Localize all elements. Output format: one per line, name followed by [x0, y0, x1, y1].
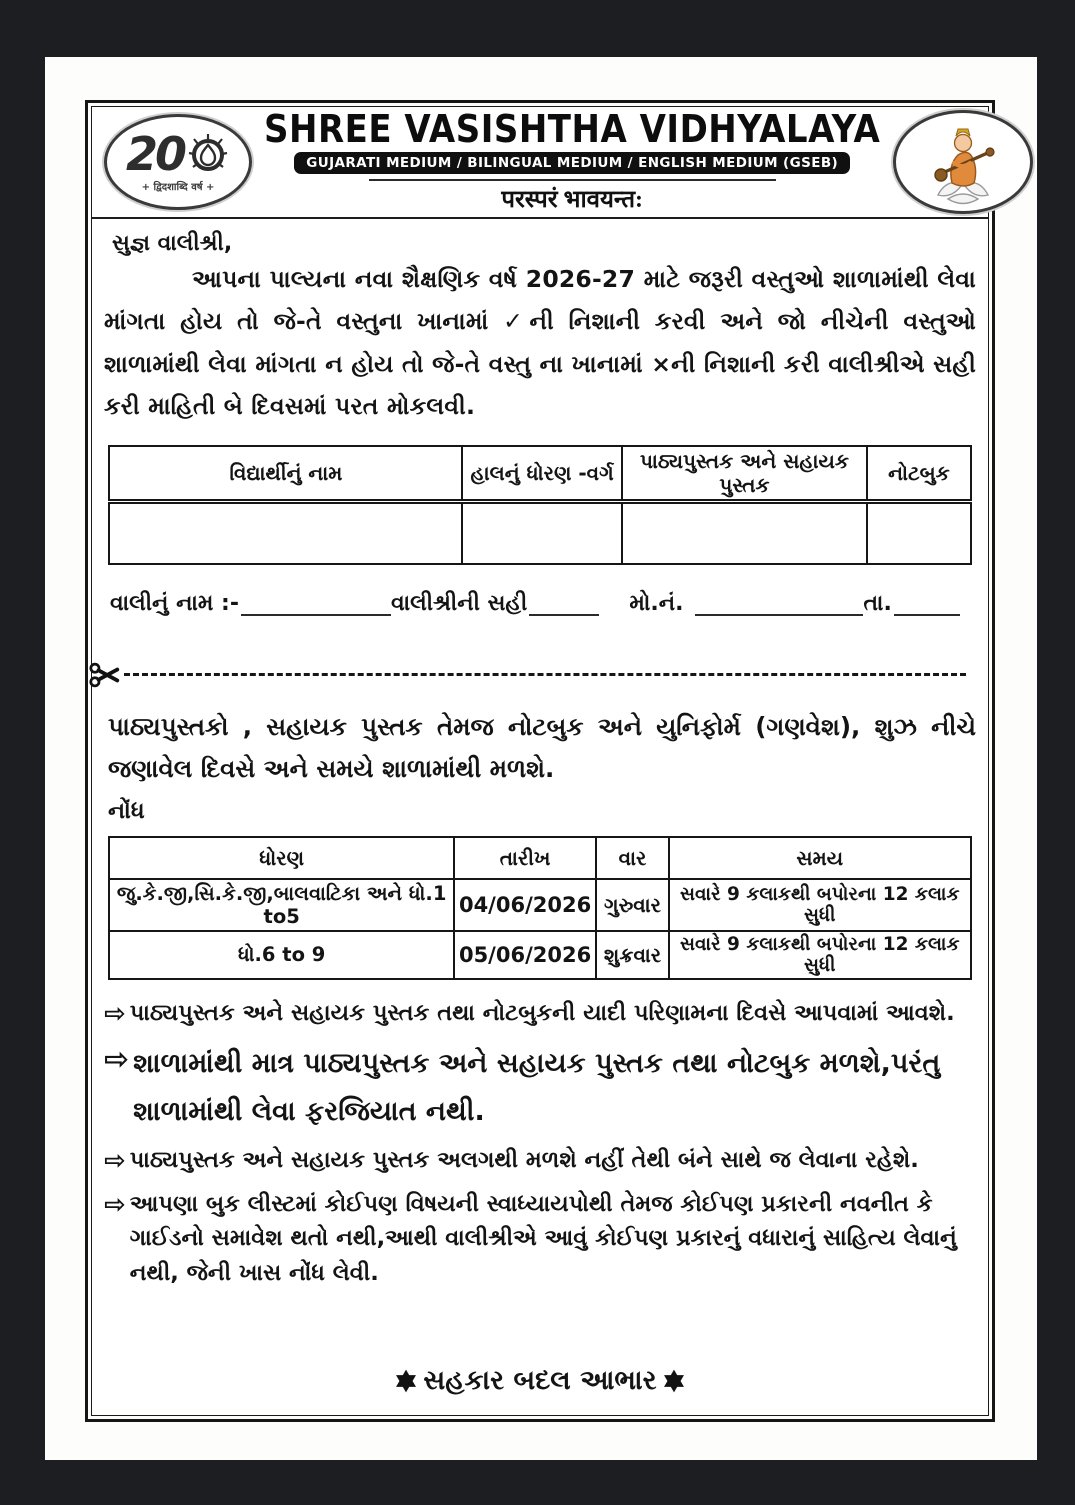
standard-cell: જુ.કે.જી,સિ.કે.જી,બાલવાટિકા અને ધો.1 to5 [109, 879, 454, 931]
textbook-cell [622, 502, 867, 564]
note-label: નોંધ [108, 797, 145, 824]
notice-page [45, 57, 1037, 1460]
star-icon [661, 1368, 687, 1394]
student-name-cell [109, 502, 462, 564]
scissors-icon [88, 660, 122, 690]
guardian-name-blank [241, 592, 391, 616]
column-header: પાઠ્યપુસ્તક અને સહાયક પુસ્તક [622, 446, 867, 502]
saraswati-icon [908, 117, 1018, 207]
standard-cell [462, 502, 621, 564]
letterhead [92, 107, 988, 219]
page-frame [85, 100, 995, 1422]
note-text: આપણા બુક લીસ્ટમાં કોઈપણ વિષયની સ્વાધ્યાયપોથી તેમજ કોઈપણ પ્રકારની નવનીત કે ગાઈડનો સમાવેશ થતો નથી,આથી વાલીશ્રીએ આવું કોઈપણ પ્રકારનું વધારાનું સાહિત્ય લેવાનું નથી, જેની ખાસ નોંધ લેવી. [129, 1190, 957, 1287]
column-header: તારીખ [454, 837, 596, 879]
arrow-bullet-icon: ⇨ [104, 1189, 126, 1220]
time-cell: સવારે 9 કલાકથી બપોરના 12 કલાક સુધી [669, 879, 971, 931]
note-text: પાઠ્યપુસ્તક અને સહાયક પુસ્તક તથા નોટબુકની યાદી પરિણામના દિવસે આપવામાં આવશે. [129, 999, 955, 1026]
table-row [109, 931, 970, 979]
mobile-label: મો.નં. [629, 590, 684, 616]
standard-cell: ધો.6 to 9 [109, 931, 454, 979]
arrow-bullet-icon: ⇨ [104, 1145, 126, 1176]
star-icon [393, 1368, 419, 1394]
column-header: વાર [596, 837, 669, 879]
day-cell: ગુરુવાર [596, 879, 669, 931]
guardian-sign-label: વાલીશ્રીની સહી [390, 590, 528, 616]
anniversary-number: 20 [125, 127, 184, 181]
arrow-bullet-icon: ⇨ [104, 998, 126, 1029]
list-item [104, 1187, 976, 1292]
notebook-cell [867, 502, 970, 564]
school-name: SHREE VASISHTHA VIDHYALAYA [264, 107, 881, 152]
arrow-bullet-icon: ⇨ [104, 1041, 130, 1077]
note-text: પાઠ્યપુસ્તક અને સહાયક પુસ્તક અલગથી મળશે નહીં તેથી બંને સાથે જ લેવાના રહેશે. [129, 1146, 919, 1173]
time-cell: સવારે 9 કલાકથી બપોરના 12 કલાક સુધી [669, 931, 971, 979]
school-motto: परस्परं भावयन्त: [501, 187, 643, 214]
intro-paragraph: આપના પાલ્યના નવા શૈક્ષણિક વર્ષ 2026-27 માટે જરૂરી વસ્તુઓ શાળામાંથી લેવા માંગતા હોય તો જે-તે વસ્તુના ખાનામાં ✓ની નિશાની કરવી અને જો નીચેની વસ્તુઓ શાળામાંથી લેવા માંગતા ન હોય તો જે-તે વસ્તુ ના ખાનામાં ×ની નિશાની કરી વાલીશ્રીએ સહી કરી માહિતી બે દિવસમાં પરત મોકલવી. [104, 265, 976, 420]
medium-banner: GUJARATI MEDIUM / BILINGUAL MEDIUM / ENGLISH MEDIUM (GSEB) [294, 152, 850, 174]
list-item [104, 1143, 976, 1181]
thanks-text: સહકાર બદલ આભાર [423, 1365, 657, 1397]
distribution-paragraph: પાઠ્યપુસ્તકો , સહાયક પુસ્તક તેમજ નોટબુક અને યુનિફોર્મ (ગણવેશ), શુઝ નીચે જણાવેલ દિવસે અને સમયે શાળામાંથી મળશે. [108, 711, 976, 783]
column-header: વિદ્યાર્થીનું નામ [109, 446, 462, 502]
list-item [104, 1040, 976, 1137]
notes-list [104, 990, 976, 1291]
anniversary-label: + द्विदशाब्दि वर्ष + [141, 182, 215, 193]
saraswati-logo [880, 107, 1046, 217]
guardian-signature-line [110, 591, 976, 616]
mobile-blank [695, 592, 863, 616]
date-cell: 05/06/2026 [454, 931, 596, 979]
table-row [109, 879, 970, 931]
guardian-name-label: વાલીનું નામ :- [110, 590, 239, 616]
date-cell: 04/06/2026 [454, 879, 596, 931]
cut-here-line [88, 660, 990, 690]
note-text: શાળામાંથી માત્ર પાઠ્યપુસ્તક અને સહાયક પુસ્તક તથા નોટબુક મળશે,પરંતુ શાળામાંથી લેવા ફરજિયાત નથી. [133, 1047, 941, 1128]
column-header: ધોરણ [109, 837, 454, 879]
greeting: સુજ્ઞ વાલીશ્રી, [112, 231, 233, 256]
closing-thanks [104, 1365, 976, 1397]
schedule-table [108, 836, 971, 980]
column-header: નોટબુક [867, 446, 970, 502]
list-item [104, 996, 976, 1034]
guardian-sign-blank [529, 592, 599, 616]
date-blank [894, 592, 960, 616]
column-header: સમય [669, 837, 971, 879]
anniversary-logo [92, 107, 264, 217]
student-info-table [108, 445, 971, 565]
column-header: હાલનું ધોરણ -વર્ગ [462, 446, 621, 502]
day-cell: શુક્રવાર [596, 931, 669, 979]
flame-icon [186, 131, 230, 177]
date-label: તા. [863, 590, 892, 616]
